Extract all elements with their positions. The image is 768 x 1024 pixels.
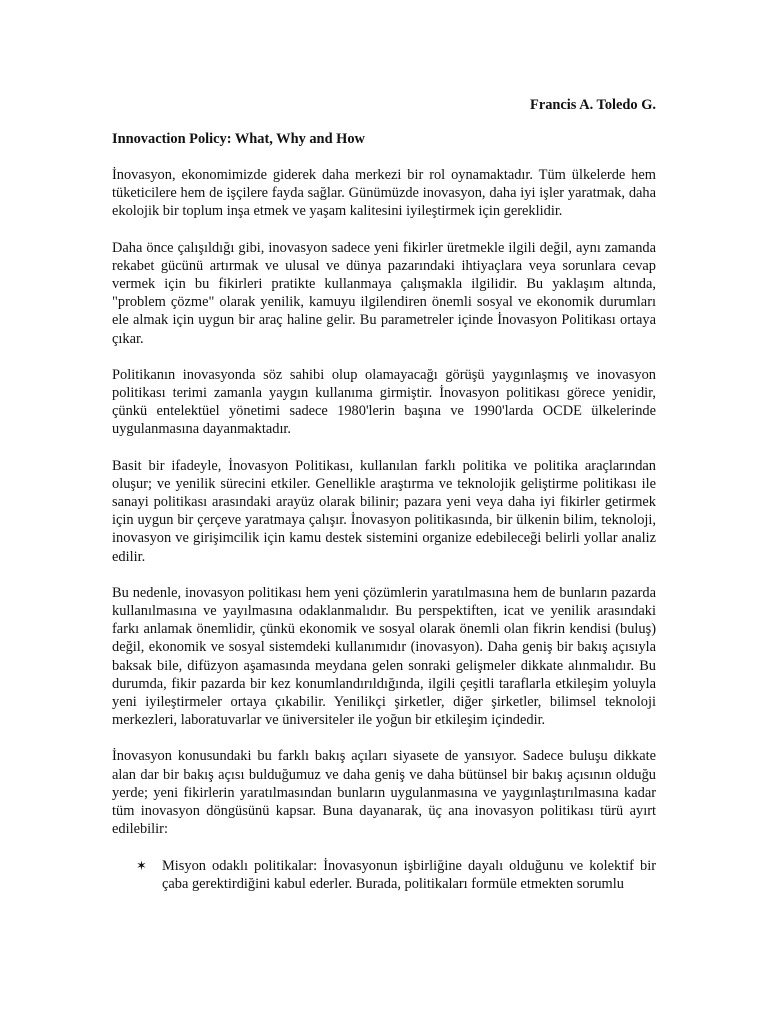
bullet-text: Misyon odaklı politikalar: İnovasyonun işbirliğine dayalı olduğunu ve kolektif bir çaba gerektirdiğini kabul ederler. Burada, politikaları formüle etmekten sorumlu (162, 857, 656, 892)
paragraph: İnovasyon konusundaki bu farklı bakış açıları siyasete de yansıyor. Sadece buluşu dikkate alan dar bir bakış açısı bulduğumuz ve daha geniş ve daha bütünsel bir bakış açısının olduğu yerde; yeni fikirlerin yaratılmasından bunların uygulanmasına ve yaygınlaştırılmasına kadar tüm inovasyon döngüsünü kapsar. Buna dayanarak, üç ana inovasyon politikası türü ayırt edilebilir: (112, 748, 656, 838)
star-bullet-icon: ✶ (136, 857, 147, 873)
paragraph: Basit bir ifadeyle, İnovasyon Politikası, kullanılan farklı politika ve politika araçlarından oluşur; ve yenilik sürecini etkiler. Genellikle araştırma ve teknolojik geliştirme politikası ile sanayi politikası arasındaki arayüz olarak bilinir; pazara yeni veya daha iyi fikirler getirmek için uygun bir çerçeve yaratmaya çalışır. İnovasyon politikasında, bir ülkenin bilim, teknoloji, inovasyon ve girişimcilik için kamu destek sistemini organize edebileceği belirli yollar analiz edilir. (112, 457, 656, 565)
paragraph: Politikanın inovasyonda söz sahibi olup olamayacağı görüşü yaygınlaşmış ve inovasyon politikası terimi zamanla yaygın kullanıma girmiştir. İnovasyon politikası görece yenidir, çünkü entelektüel yönetimi sadece 1980'lerin başına ve 1990'larda OCDE ülkelerinde uygulanmasına dayanmaktadır. (112, 366, 656, 438)
bullet-list (112, 857, 656, 893)
paragraph: İnovasyon, ekonomimizde giderek daha merkezi bir rol oynamaktadır. Tüm ülkelerde hem tüketicilere hem de işçilere fayda sağlar. Günümüzde inovasyon, daha iyi işler yaratmak, daha ekolojik bir toplum inşa etmek ve yaşam kalitesini iyileştirmek için gereklidir. (112, 167, 656, 220)
author-name: Francis A. Toledo G. (530, 97, 656, 113)
list-item (136, 857, 656, 893)
paragraph: Bu nedenle, inovasyon politikası hem yeni çözümlerin yaratılmasına hem de bunların pazarda kullanılmasına ve yayılmasına odaklanmalıdır. Bu perspektiften, icat ve yenilik arasındaki farkı anlamak önemlidir, çünkü ekonomik ve sosyal olarak önemli olan fikrin kendisi (buluş) değil, ekonomik ve sosyal sistemdeki kullanımıdır (inovasyon). Daha geniş bir bakış açısıyla baksak bile, difüzyon aşamasında meydana gelen sonraki gelişmeler dikkate alınmalıdır. Bu durumda, fikir pazarda bir kez konumlandırıldığında, ilgili çeşitli taraflarla etkileşim yoluyla yeni iyileştirmeler ortaya çıkabilir. Yenilikçi şirketler, diğer şirketler, bilimsel teknoloji merkezleri, laboratuvarlar ve üniversiteler ile yoğun bir etkileşim içindedir. (112, 584, 656, 729)
document-title: Innovaction Policy: What, Why and How (112, 131, 365, 147)
paragraph: Daha önce çalışıldığı gibi, inovasyon sadece yeni fikirler üretmekle ilgili değil, aynı zamanda rekabet gücünü artırmak ve ulusal ve dünya pazarındaki ihtiyaçlara veya sorunlara cevap vermek için bu fikirleri pratikte kullanmaya çalışmakla ilgilidir. Bu yaklaşım altında, "problem çözme" olarak yenilik, kamuyu ilgilendiren önemli sosyal ve ekonomik durumları ele almak için uygun bir araç haline gelir. Bu parametreler içinde İnovasyon Politikası ortaya çıkar. (112, 239, 656, 347)
